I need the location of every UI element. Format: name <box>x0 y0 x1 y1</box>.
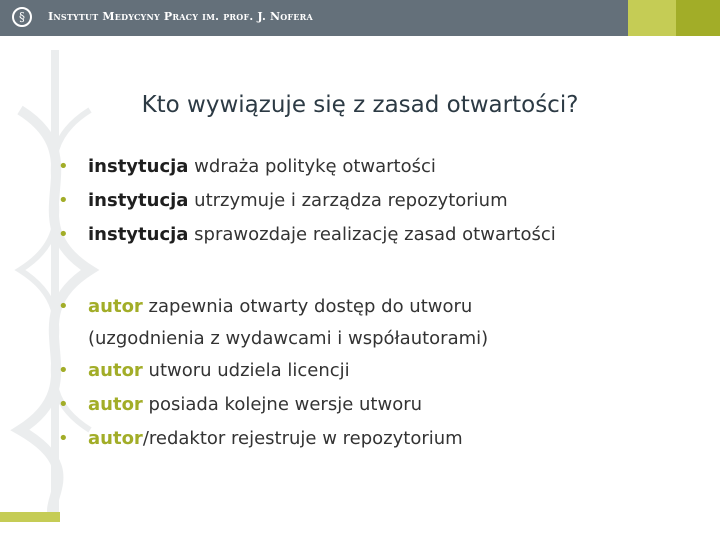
bullet-icon: • <box>58 394 69 415</box>
institute-name: Instytut Medycyny Pracy im. prof. J. Nofera <box>48 10 313 23</box>
header-accent-dark <box>676 0 720 36</box>
footer-accent-bar <box>0 512 60 522</box>
author-bullet-list <box>58 290 488 456</box>
keyword-institution: instytucja <box>88 190 189 211</box>
slide-title: Kto wywiązuje się z zasad otwartości? <box>141 92 579 118</box>
item-continuation: (uzgodnienia z wydawcami i współautorami) <box>88 328 489 349</box>
bullet-icon: • <box>58 224 69 245</box>
institution-bullet-list <box>58 150 556 252</box>
institute-logo-icon: § <box>12 7 32 27</box>
bullet-icon: • <box>58 428 69 449</box>
list-item <box>58 290 488 354</box>
keyword-author: autor <box>88 394 143 415</box>
bullet-icon: • <box>58 360 69 381</box>
item-text: posiada kolejne wersje utworu <box>142 394 423 415</box>
item-text: utrzymuje i zarządza repozytorium <box>188 190 508 211</box>
list-item <box>58 218 556 252</box>
header-bar <box>0 0 720 36</box>
bullet-icon: • <box>58 156 69 177</box>
list-item <box>58 388 488 422</box>
item-text: wdraża politykę otwartości <box>188 156 436 177</box>
bullet-icon: • <box>58 190 69 211</box>
list-item <box>58 354 488 388</box>
keyword-author: autor <box>88 360 143 381</box>
bullet-icon: • <box>58 296 69 317</box>
list-item <box>58 150 556 184</box>
item-text: sprawozdaje realizację zasad otwartości <box>188 224 556 245</box>
item-text: utworu udziela licencji <box>142 360 350 381</box>
keyword-institution: instytucja <box>88 156 189 177</box>
keyword-institution: instytucja <box>88 224 189 245</box>
keyword-author: autor <box>88 428 143 449</box>
list-item <box>58 184 556 218</box>
keyword-author: autor <box>88 296 143 317</box>
header-accent-light <box>628 0 676 36</box>
list-item <box>58 422 488 456</box>
item-text: zapewnia otwarty dostęp do utworu <box>142 296 473 317</box>
item-text: /redaktor rejestruje w repozytorium <box>142 428 463 449</box>
